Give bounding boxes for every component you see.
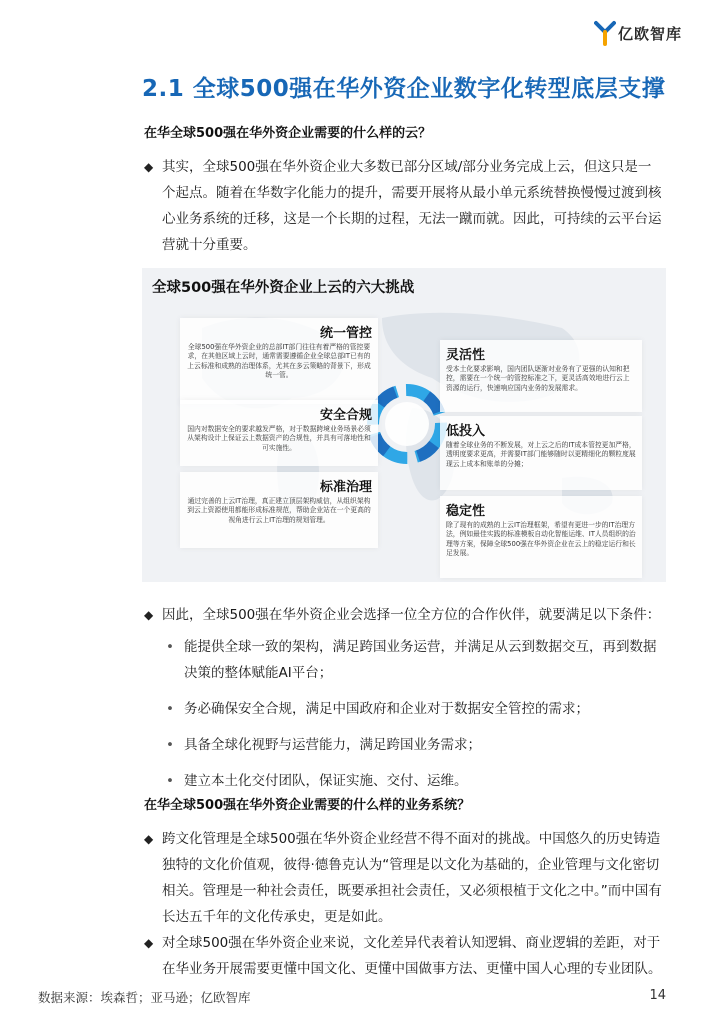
list-item-text: 具备全球化视野与运营能力，满足跨国业务需求； bbox=[184, 737, 481, 753]
question-business-system: 在华全球500强在华外资企业需要的什么样的业务系统？ bbox=[144, 798, 471, 813]
challenge-low-investment bbox=[440, 416, 642, 490]
challenge-heading: 稳定性 bbox=[446, 504, 486, 519]
data-source: 数据来源：埃森哲；亚马逊；亿欧智库 bbox=[38, 990, 251, 1005]
conditions-list bbox=[162, 634, 662, 804]
challenge-text: 受本土化要求影响，国内团队逐渐对业务有了更强的认知和把控，需要在一个统一的管控标准之下，更灵活高效地进行云上资源的运行，快速响应国内业务的发展需求。 bbox=[446, 365, 630, 392]
challenge-text: 随着全球业务的不断发展，对上云之后的IT成本管控更加严格，透明度要求更高，并需要IT部门能够随时以更精细化的颗粒度展现云上成本和账单的分摊； bbox=[446, 441, 636, 468]
challenges-infographic bbox=[142, 268, 666, 582]
logo-text: 亿欧智库 bbox=[617, 24, 682, 43]
question-cloud: 在华全球500强在华外资企业需要的什么样的云？ bbox=[144, 126, 432, 141]
list-item bbox=[162, 696, 662, 722]
challenge-heading: 安全合规 bbox=[319, 408, 372, 423]
page-number: 14 bbox=[649, 988, 666, 1003]
paragraph-text: 对全球500强在华外资企业来说，文化差异代表着认知逻辑、商业逻辑的差距，对于在华业务开展需要更懂中国文化、更懂中国做事方法、更懂中国人心理的专业团队。 bbox=[162, 935, 662, 977]
list-item bbox=[162, 634, 662, 686]
page-title: 2.1 全球500强在华外资企业数字化转型底层支撑 bbox=[142, 76, 666, 102]
paragraph-cloud bbox=[144, 154, 664, 258]
challenge-heading: 灵活性 bbox=[446, 348, 486, 363]
diamond-bullet-icon: ◆ bbox=[144, 936, 154, 950]
paragraph-partner bbox=[144, 602, 664, 628]
challenge-standard-governance bbox=[180, 472, 378, 548]
paragraph-text: 因此，全球500强在华外资企业会选择一位全方位的合作伙伴，就要满足以下条件： bbox=[162, 607, 661, 623]
dot-bullet-icon: • bbox=[166, 737, 174, 753]
challenge-heading: 统一管控 bbox=[319, 326, 372, 341]
dot-bullet-icon: • bbox=[166, 639, 174, 655]
logo bbox=[594, 20, 682, 46]
diamond-bullet-icon: ◆ bbox=[144, 832, 154, 846]
challenge-text: 除了现有的成熟的上云IT治理框架，希望有更进一步的IT治理方法，例如最佳实践的标准模板自动化智能运维、IT人员组织的治理等方案，保障全球500强在华外资企业在云上的稳定运行和长足发展。 bbox=[446, 521, 636, 557]
infographic-title: 全球500强在华外资企业上云的六大挑战 bbox=[152, 280, 415, 296]
diamond-bullet-icon: ◆ bbox=[144, 608, 154, 622]
list-item-text: 务必确保安全合规，满足中国政府和企业对于数据安全管控的需求； bbox=[184, 701, 589, 717]
challenge-heading: 标准治理 bbox=[319, 480, 372, 495]
list-item-text: 能提供全球一致的架构，满足跨国业务运营，并满足从云到数据交互，再到数据决策的整体赋能AI平台； bbox=[184, 639, 657, 681]
challenge-text: 全球500强在华外资企业的总部IT部门往往有着严格的管控要求，在其他区域上云时，通常需要遵循企业全球总部IT已有的上云标准和成熟的治理体系，尤其在多云策略的背景下，形成统一管。 bbox=[187, 343, 371, 379]
challenge-text: 国内对数据安全的要求越发严格，对于数据跨境业务场景必须从架构设计上保证云上数据资产的合规性，并具有可落地性和可实施性。 bbox=[187, 425, 371, 452]
challenge-unified-control bbox=[180, 318, 378, 404]
challenge-heading: 低投入 bbox=[446, 424, 486, 439]
list-item-text: 建立本土化交付团队，保证实施、交付、运维。 bbox=[184, 773, 468, 789]
challenge-security-compliance bbox=[180, 400, 378, 466]
paragraph-culture bbox=[144, 826, 664, 930]
dot-bullet-icon: • bbox=[166, 773, 174, 789]
paragraph-text: 跨文化管理是全球500强在华外资企业经营不得不面对的挑战。中国悠久的历史铸造独特的文化价值观，彼得·德鲁克认为“管理是以文化为基础的，企业管理与文化密切相关。管理是一种社会责任，既要承担社会责任，又必须根植于文化之中。”而中国有长达五千年的文化传承史，更是如此。 bbox=[162, 831, 662, 925]
challenge-flexibility bbox=[440, 340, 642, 412]
challenge-stability bbox=[440, 496, 642, 578]
list-item bbox=[162, 768, 662, 794]
logo-y-icon bbox=[594, 20, 616, 46]
diamond-bullet-icon: ◆ bbox=[144, 160, 154, 174]
paragraph-text: 其实，全球500强在华外资企业大多数已部分区域/部分业务完成上云，但这只是一个起点。随着在华数字化能力的提升，需要开展将从最小单元系统替换慢慢过渡到核心业务系统的迁移，这是一个长期的过程，无法一蹴而就。因此，可持续的云平台运营就十分重要。 bbox=[162, 159, 662, 253]
paragraph-difference bbox=[144, 930, 664, 982]
dot-bullet-icon: • bbox=[166, 701, 174, 717]
challenge-text: 通过完善的上云IT治理，真正建立顶层架构威信，从组织架构到云上资源使用都能形成标准规范，帮助企业站在一个更高的视角进行云上IT治理的规划管理。 bbox=[187, 497, 371, 524]
list-item bbox=[162, 732, 662, 758]
